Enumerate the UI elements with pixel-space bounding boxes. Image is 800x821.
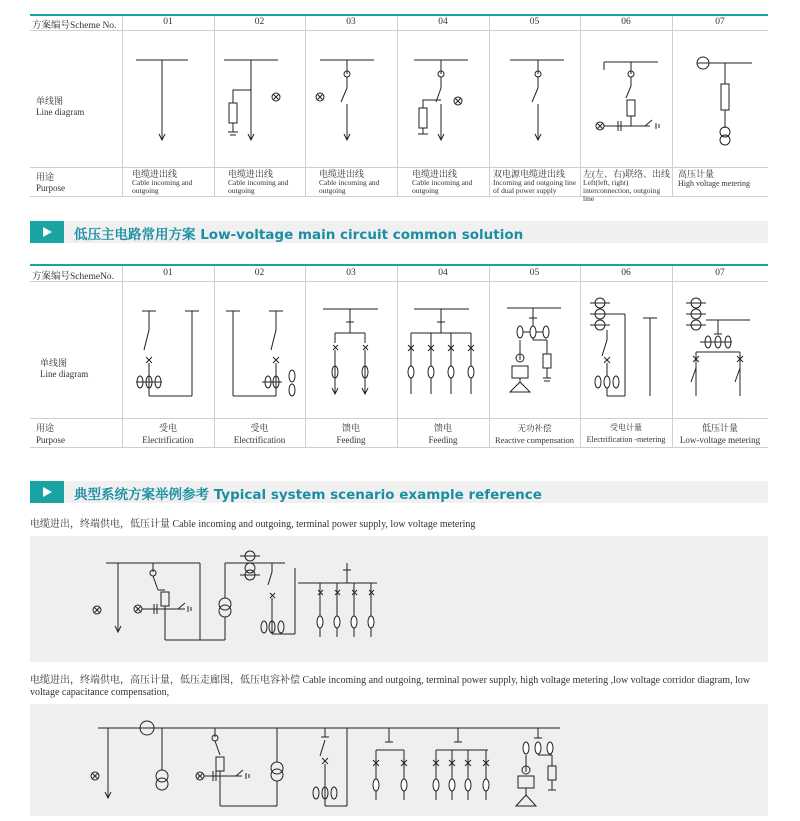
table1-scheme-04: 04 — [438, 17, 448, 27]
play-arrow-icon — [30, 481, 64, 503]
table2-scheme-02: 02 — [254, 268, 265, 278]
example1-diagram — [30, 536, 768, 662]
lv-diagram-02 — [226, 311, 295, 396]
table1-purpose-05: 双电源电缆进出线 Incoming and outgoing line of dual power supply — [493, 169, 577, 195]
table2-header-label: 方案编号SchemeNo. — [32, 272, 115, 282]
example1-schematic — [30, 536, 768, 662]
section-typical-system-bar — [30, 481, 768, 503]
table1-scheme-03: 03 — [346, 17, 356, 27]
table1-scheme-01: 01 — [163, 17, 173, 27]
table2-scheme-06: 06 — [621, 268, 631, 278]
table1-row-diagram-zh: 单线图 — [36, 96, 64, 106]
table2-scheme-05: 05 — [529, 268, 540, 278]
table2-purpose-01: 受电 Electrification — [142, 423, 194, 445]
table2-purpose-05: 无功补偿 Reactive compensation — [494, 423, 575, 445]
table2-purpose-07: 低压计量 Low-voltage metering — [679, 423, 761, 445]
table2-scheme-01: 01 — [163, 268, 173, 278]
example1-caption: 电缆进出，终端供电，低压计量 Cable incoming and outgoing, terminal power supply, low voltage metering — [30, 519, 476, 530]
table2-purpose-06: 受电计量 Electrification -metering — [586, 423, 666, 444]
example2-schematic — [30, 704, 768, 816]
section-typical-system-title: 典型系统方案举例参考 Typical system scenario example reference — [74, 487, 542, 503]
section-low-voltage-title: 低压主电路常用方案 Low-voltage main circuit common solution — [74, 227, 524, 243]
table1-purpose-01: 电缆进出线 Cable incoming and outgoing — [132, 169, 193, 195]
table2-scheme-04: 04 — [438, 268, 448, 278]
table1-purpose-03: 电缆进出线 Cable incoming and outgoing — [319, 169, 380, 195]
table2-purpose-03: 馈电 Feeding — [336, 423, 366, 445]
table1-row-diagram-en: Line diagram — [36, 107, 85, 117]
table1-scheme-02: 02 — [254, 17, 265, 27]
table2-row-diagram-en: Line diagram — [40, 369, 89, 379]
lv-diagram-05 — [507, 308, 561, 392]
table1-scheme-07: 07 — [715, 17, 725, 27]
lv-diagram-03 — [323, 309, 378, 394]
table2-scheme-07: 07 — [715, 268, 725, 278]
table1-purpose-06: 左(左、右)联络、出线 Left(left, right) interconnection, outgoing line — [583, 169, 670, 203]
table1-purpose-02: 电缆进出线 Cable incoming and outgoing — [228, 169, 289, 195]
lv-diagram-01 — [136, 311, 199, 396]
lv-diagram-06 — [590, 298, 657, 396]
example2-diagram — [30, 704, 768, 816]
table1-scheme-06: 06 — [621, 17, 631, 27]
table2-purpose-02: 受电 Electrification — [233, 423, 286, 445]
table2-row-purpose-en: Purpose — [36, 435, 65, 445]
table2-row-purpose-zh: 用途 — [36, 423, 55, 433]
table2-purpose-04: 馈电 Feeding — [428, 423, 458, 445]
lv-diagram-04 — [408, 309, 474, 394]
table1-scheme-05: 05 — [529, 17, 540, 27]
example2-caption: 电缆进出，终端供电，高压计量，低压走廊图，低压电容补偿 Cable incoming and outgoing, terminal power supply, high voltage metering ,low voltage corridor diagram, low voltage capacitance compensation, — [30, 675, 751, 698]
table1-header-label: 方案编号Scheme No. — [32, 21, 117, 31]
table2-scheme-03: 03 — [346, 268, 356, 278]
table1-purpose-07: 高压计量 High voltage metering — [678, 169, 750, 188]
table1-row-purpose-zh: 用途 — [36, 172, 55, 182]
lv-diagram-07 — [686, 298, 750, 396]
table1-row-purpose-en: Purpose — [36, 183, 65, 193]
table2-row-diagram-zh: 单线图 — [40, 358, 68, 368]
table1-purpose-04: 电缆进出线 Cable incoming and outgoing — [412, 169, 473, 195]
